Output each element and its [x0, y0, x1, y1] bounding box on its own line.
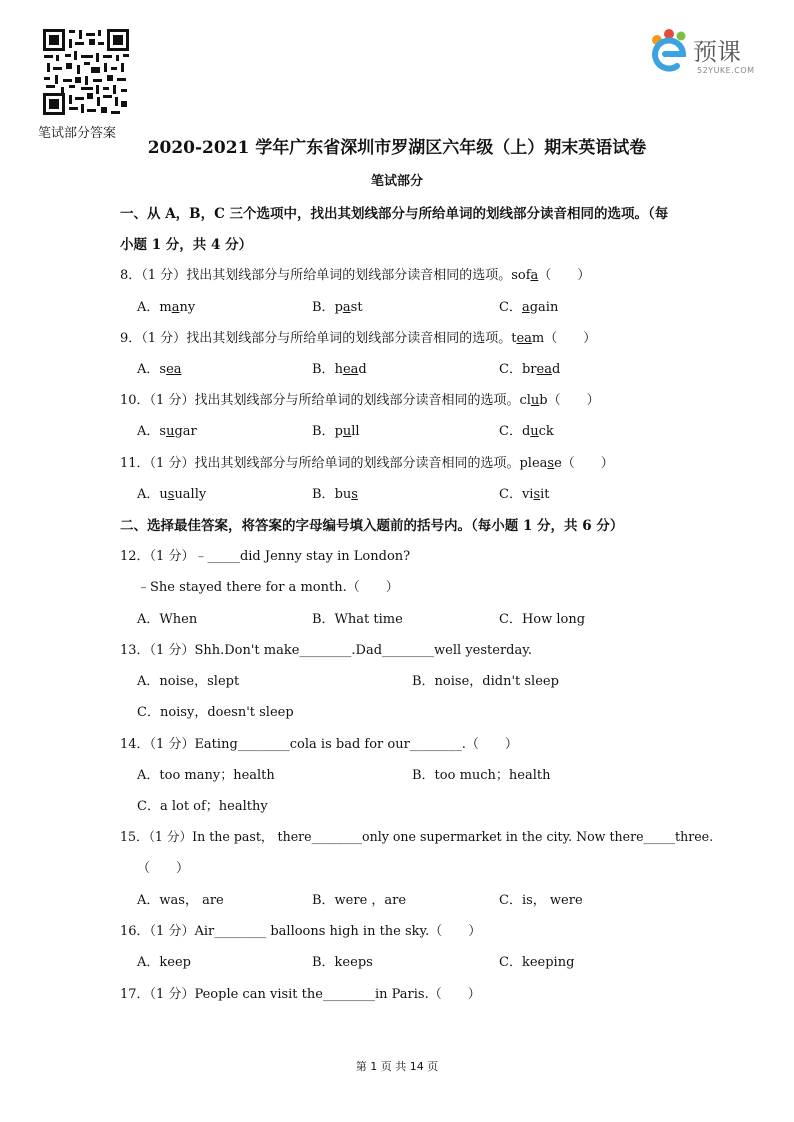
option-underlined: u: [166, 424, 175, 439]
option-a[interactable]: A．noise，slept: [137, 674, 240, 689]
option-a[interactable]: A．was， are: [137, 893, 224, 908]
option-word-rest: d: [358, 362, 367, 377]
target-word-underlined: s: [547, 456, 555, 471]
question-12-cont: ﹣She stayed there for a month.（ ）: [137, 580, 399, 595]
option-b[interactable]: [312, 420, 360, 439]
option-label: C．: [499, 424, 522, 439]
option-underlined: s: [351, 487, 358, 502]
option-b[interactable]: [312, 358, 367, 377]
target-word-underlined: ea: [516, 331, 532, 346]
option-label: B．: [312, 300, 335, 315]
question-10: [120, 389, 600, 408]
answer-bracket: （ ）: [547, 393, 600, 408]
option-underlined: ea: [342, 362, 359, 377]
option-word-rest: gar: [174, 424, 197, 439]
option-word-rest: gain: [529, 300, 559, 315]
option-word: p: [334, 424, 343, 439]
target-word-rest: b: [539, 393, 548, 408]
option-label: A．: [137, 362, 160, 377]
option-b[interactable]: [312, 483, 358, 502]
option-a[interactable]: [137, 483, 206, 502]
question-number: 10．（1 分）: [120, 393, 195, 408]
option-label: C．: [499, 300, 522, 315]
section-1-heading: 一、从 A，B，C 三个选项中，找出其划线部分与所给单词的划线部分读音相同的选项。（每: [120, 206, 669, 222]
option-b[interactable]: B．What time: [312, 612, 403, 627]
target-word: cl: [519, 393, 531, 408]
target-word-underlined: u: [530, 393, 540, 408]
option-b[interactable]: B．keeps: [312, 955, 373, 970]
answer-bracket: （ ）: [561, 456, 614, 471]
option-c[interactable]: C．keeping: [499, 955, 575, 970]
option-c[interactable]: C．a lot of；healthy: [137, 799, 268, 814]
page-number: 第 1 页 共 14 页: [355, 1060, 439, 1073]
option-word-rest: d: [551, 362, 561, 377]
option-c[interactable]: C．How long: [499, 612, 586, 627]
question-number: 8．（1 分）: [120, 268, 187, 283]
option-b[interactable]: B．were ，are: [312, 893, 407, 908]
option-word: m: [159, 300, 172, 315]
option-word-rest: it: [540, 487, 550, 502]
option-b[interactable]: [312, 296, 363, 315]
question-12: 12．（1 分）﹣_____did Jenny stay in London?: [120, 549, 411, 564]
option-label: C．: [499, 362, 522, 377]
option-word-rest: ny: [179, 300, 196, 315]
option-c[interactable]: [499, 358, 560, 377]
option-word-rest: ck: [538, 424, 554, 439]
site-logo[interactable]: [647, 26, 777, 82]
question-8: [120, 264, 590, 283]
option-label: B．: [312, 424, 335, 439]
option-a[interactable]: A．keep: [137, 955, 191, 970]
option-label: A．: [137, 487, 160, 502]
option-word: u: [159, 487, 168, 502]
question-stem: 找出其划线部分与所给单词的划线部分读音相同的选项。: [194, 393, 520, 408]
option-word-rest: st: [350, 300, 363, 315]
option-label: A．: [137, 424, 160, 439]
option-underlined: a: [521, 300, 530, 315]
question-13: 13．（1 分）Shh.Don't make________.Dad________well yesterday.: [120, 643, 532, 658]
page-title: 2020-2021 学年广东省深圳市罗湖区六年级（上）期末英语试卷: [147, 138, 647, 158]
option-a[interactable]: A．When: [137, 612, 198, 627]
option-b[interactable]: B．too much；health: [412, 768, 551, 783]
option-word: d: [521, 424, 531, 439]
option-word: s: [159, 362, 167, 377]
target-word: t: [511, 331, 517, 346]
question-stem: 找出其划线部分与所给单词的划线部分读音相同的选项。: [186, 268, 512, 283]
option-word: vi: [521, 487, 534, 502]
answer-bracket: （ ）: [538, 268, 591, 283]
qr-code-image: [41, 27, 131, 117]
option-b[interactable]: B．noise，didn't sleep: [412, 674, 559, 689]
question-number: 11．（1 分）: [120, 456, 195, 471]
option-c[interactable]: [499, 420, 554, 439]
option-underlined: ea: [166, 362, 182, 377]
section-1-heading-cont: 小题 1 分，共 4 分）: [120, 237, 253, 253]
option-label: A．: [137, 300, 160, 315]
question-17: 17．（1 分）People can visit the________in Paris.（ ）: [120, 987, 481, 1002]
logo-domain: 52YUKE.COM: [697, 66, 755, 75]
option-underlined: a: [342, 300, 351, 315]
question-stem: 找出其划线部分与所给单词的划线部分读音相同的选项。: [186, 331, 512, 346]
question-stem: 找出其划线部分与所给单词的划线部分读音相同的选项。: [194, 456, 520, 471]
option-word: s: [159, 424, 167, 439]
option-underlined: u: [342, 424, 352, 439]
target-word-underlined: a: [530, 268, 539, 283]
question-number: 9．（1 分）: [120, 331, 187, 346]
option-c[interactable]: [499, 483, 550, 502]
option-a[interactable]: [137, 296, 195, 315]
option-underlined: a: [171, 300, 180, 315]
option-label: B．: [312, 487, 335, 502]
option-underlined: ea: [536, 362, 552, 377]
option-word: br: [521, 362, 537, 377]
answer-bracket: （ ）: [544, 331, 597, 346]
option-underlined: s: [533, 487, 541, 502]
option-word: p: [334, 300, 343, 315]
question-16: 16．（1 分）Air________ balloons high in the sky.（ ）: [120, 924, 482, 939]
page-subtitle: 笔试部分: [370, 174, 423, 189]
option-label: B．: [312, 362, 335, 377]
question-14: 14．（1 分）Eating________cola is bad for our________.（ ）: [120, 737, 518, 752]
option-c[interactable]: C．is， were: [499, 893, 583, 908]
option-word-rest: ll: [351, 424, 360, 439]
option-a[interactable]: A．too many；health: [137, 768, 275, 783]
option-a[interactable]: [137, 358, 182, 377]
option-word: h: [334, 362, 343, 377]
question-15: 15．（1 分）In the past， there________only one supermarket in the city. Now there_____three.: [120, 829, 714, 844]
section-2-heading: 二、选择最佳答案，将答案的字母编号填入题前的括号内。（每小题 1 分，共 6 分）: [120, 518, 624, 534]
option-word-rest: ually: [174, 487, 207, 502]
option-underlined: u: [530, 424, 539, 439]
option-underlined: s: [167, 487, 175, 502]
option-label: C．: [499, 487, 522, 502]
target-word-rest: e: [554, 456, 562, 471]
question-15-cont: （ ）: [137, 861, 190, 876]
question-9: [120, 327, 596, 346]
option-word: bu: [334, 487, 352, 502]
qr-caption: 笔试部分答案: [38, 126, 117, 141]
option-a[interactable]: [137, 420, 197, 439]
option-c[interactable]: C．noisy，doesn't sleep: [137, 705, 294, 720]
question-11: [120, 452, 614, 471]
logo-text: 预课: [693, 38, 741, 66]
target-word-rest: m: [531, 331, 545, 346]
option-c[interactable]: [499, 296, 558, 315]
target-word: plea: [519, 456, 548, 471]
target-word: sof: [511, 268, 531, 283]
